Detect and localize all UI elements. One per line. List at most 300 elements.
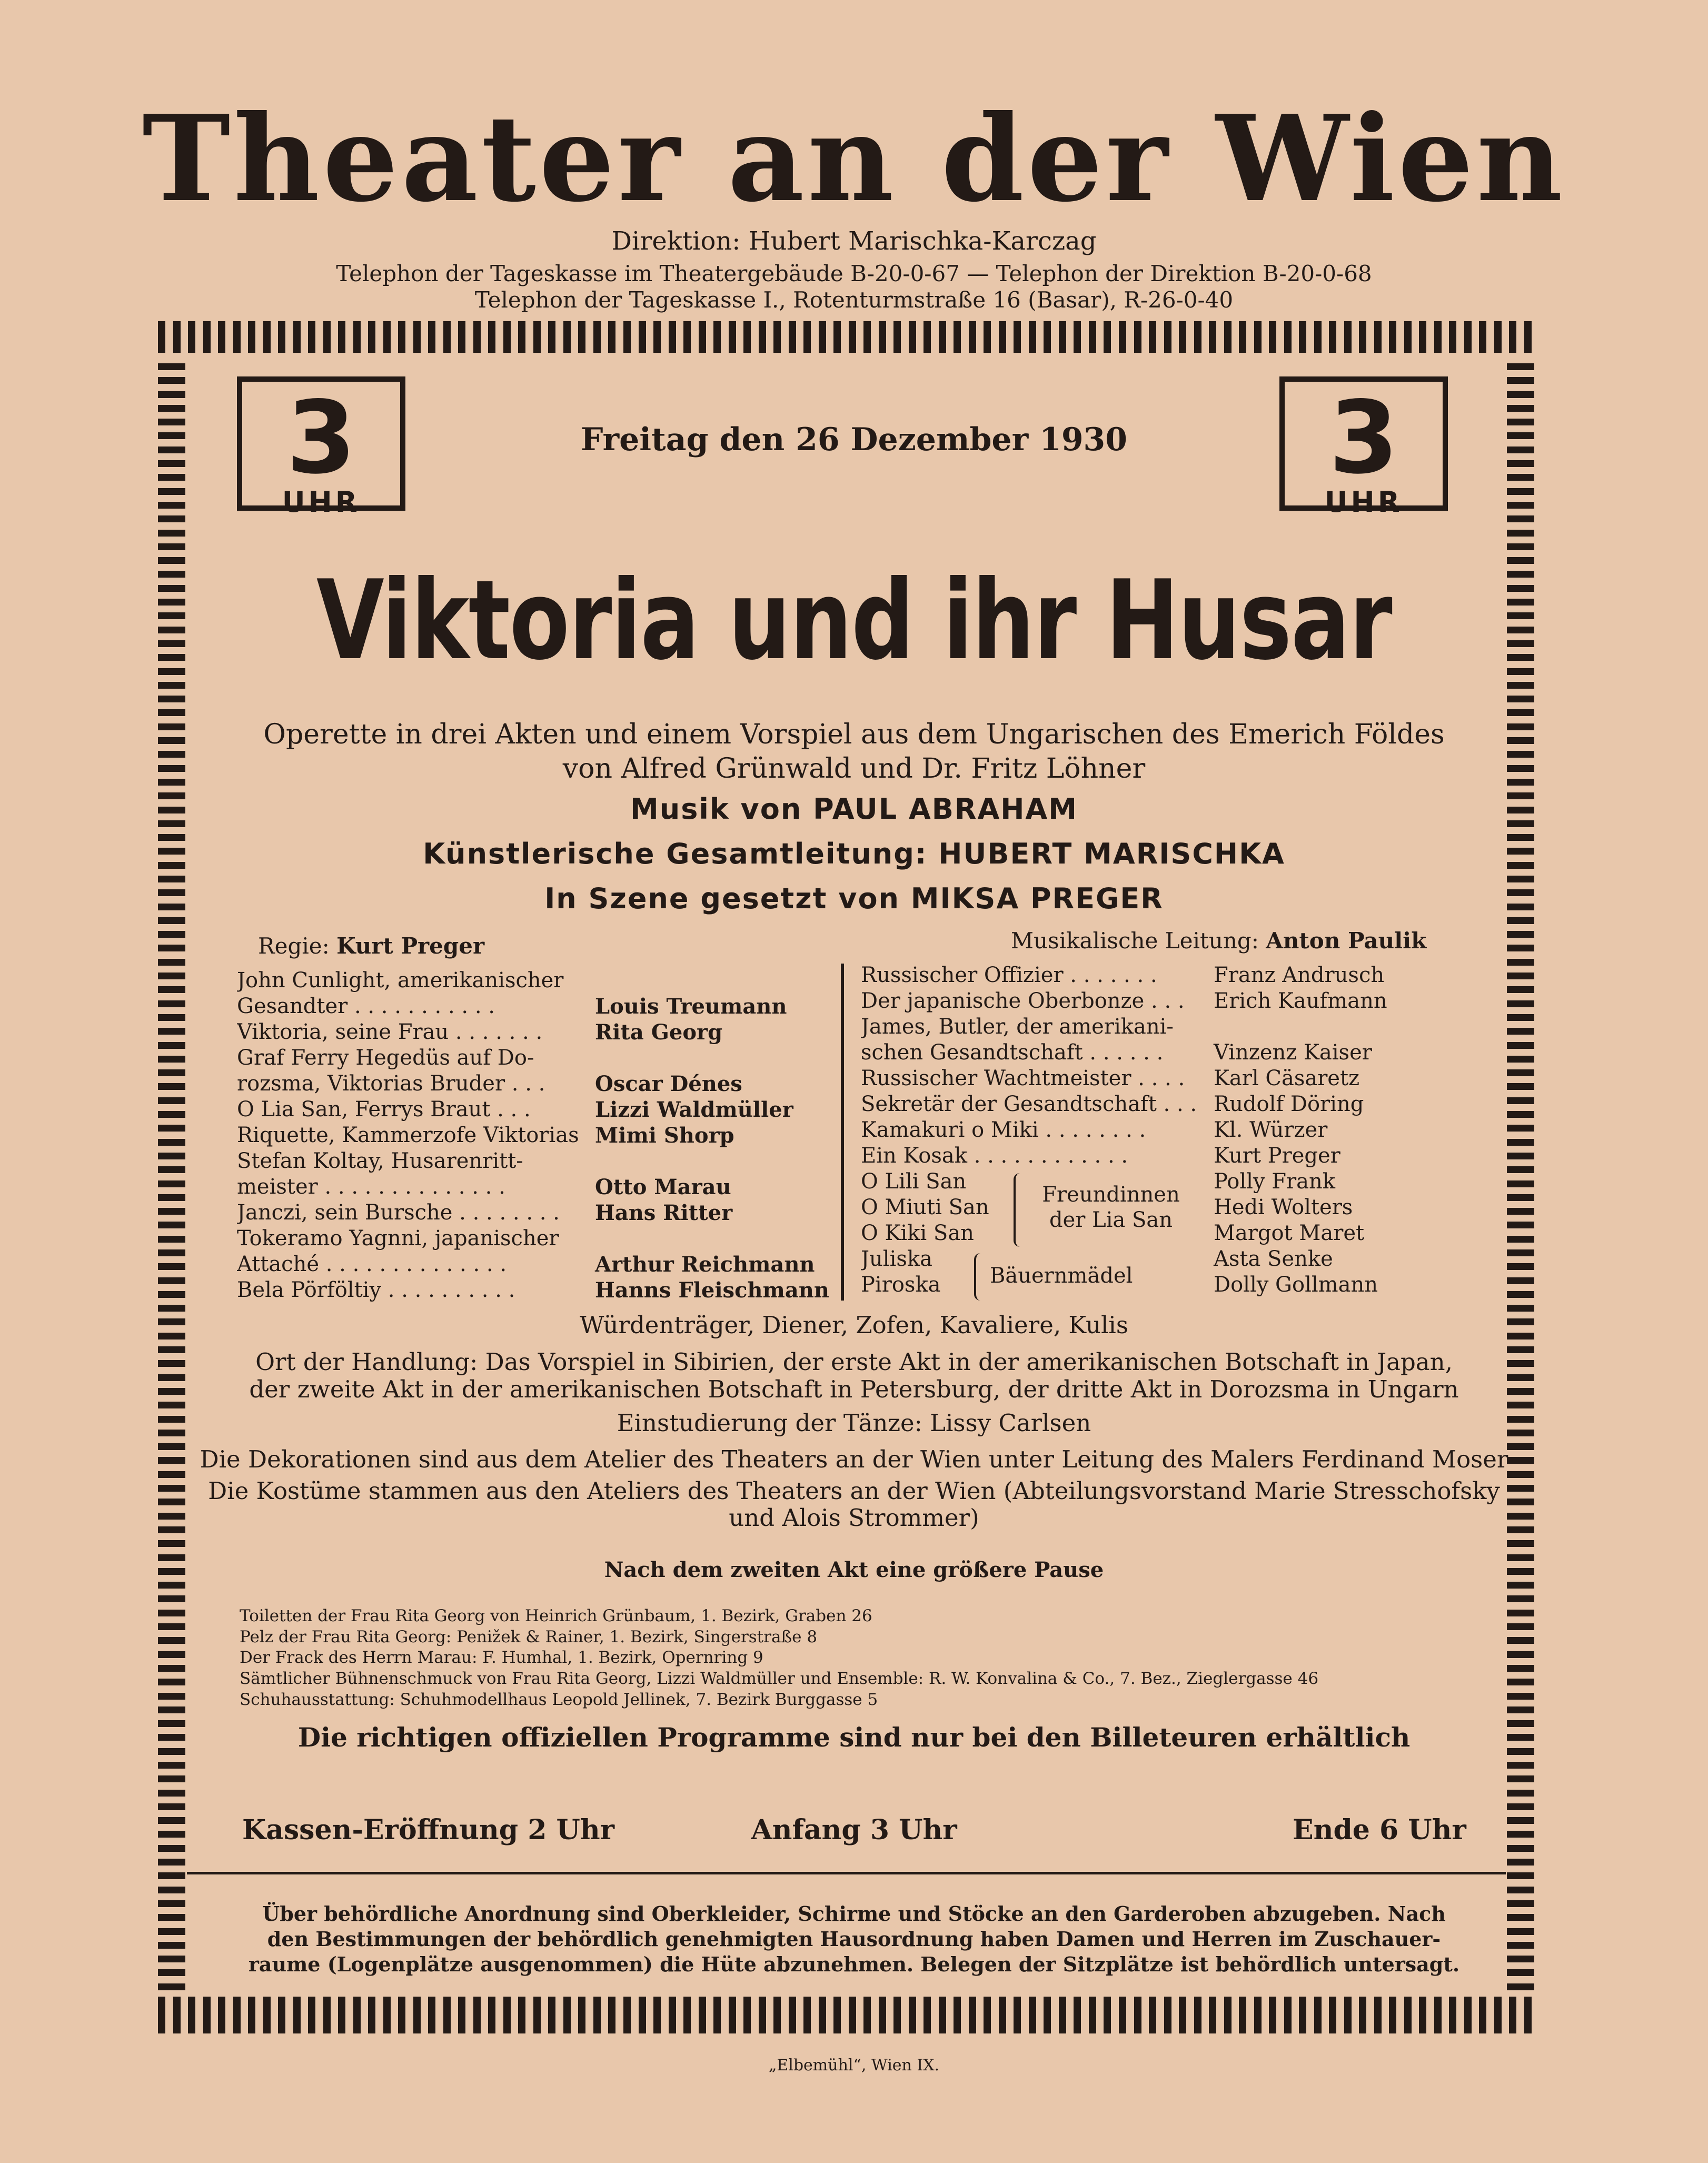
border-bar: [458, 1997, 465, 2033]
cast-actor: Kurt Preger: [1214, 1144, 1340, 1168]
border-bar: [578, 1997, 585, 2033]
border-bar: [1344, 1997, 1352, 2033]
border-bar: [1314, 1997, 1322, 2033]
border-bar: [398, 321, 405, 353]
border-bar: [158, 1056, 185, 1063]
border-bar: [158, 377, 185, 384]
border-bar: [1507, 1983, 1534, 1990]
border-bar: [1089, 321, 1096, 353]
border-bar: [713, 1997, 721, 2033]
border-bar: [1507, 488, 1534, 495]
wardrobe-credit-line: Pelz der Frau Rita Georg: Penižek & Rainer, 1. Bezirk, Singerstraße 8: [240, 1627, 818, 1646]
cast-actor: Kl. Würzer: [1214, 1118, 1328, 1142]
cast-row: [861, 1143, 1424, 1169]
border-bar: [1507, 1139, 1534, 1146]
border-bar: [158, 1028, 185, 1035]
cast-role: meister . . . . . . . . . . . . . .: [237, 1175, 505, 1199]
border-bar: [1524, 1997, 1532, 2033]
border-bar: [158, 1014, 185, 1021]
border-bar: [158, 709, 185, 716]
border-bar: [1507, 391, 1534, 398]
border-bar: [173, 1997, 181, 2033]
border-bar: [863, 1997, 871, 2033]
border-bar: [578, 321, 585, 353]
border-bottom: [158, 1997, 1532, 2033]
border-bar: [1507, 931, 1534, 938]
border-bar: [1224, 321, 1232, 353]
border-bar: [1507, 696, 1534, 702]
border-bar: [1194, 1997, 1201, 2033]
border-bar: [503, 1997, 511, 2033]
border-bar: [428, 1997, 435, 2033]
cast-row: [237, 1097, 827, 1123]
border-bar: [1299, 1997, 1306, 2033]
border-bar: [1074, 1997, 1081, 2033]
border-bar: [789, 321, 796, 353]
border-bar: [1149, 1997, 1156, 2033]
cast-actor: Otto Marau: [595, 1175, 731, 1199]
notice-line-1: Über behördliche Anordnung sind Oberkleider, Schirme und Stöcke an den Garderoben abzugeben. Nach: [262, 1902, 1446, 1926]
cast-role: Stefan Koltay, Husarenritt-: [237, 1149, 523, 1173]
border-bar: [158, 1194, 185, 1201]
wardrobe-credit-line: Sämtlicher Bühnenschmuck von Frau Rita Georg, Lizzi Waldmüller und Ensemble: R. W. Konvalina & Co., 7. Bez., Zieglergasse 46: [240, 1669, 1319, 1689]
border-bar: [879, 1997, 886, 2033]
cast-role: Russischer Wachtmeister . . . .: [861, 1066, 1185, 1090]
music-credit: Musik von PAUL ABRAHAM: [630, 792, 1078, 826]
cast-role: Piroska: [861, 1273, 941, 1297]
cast-role: Gesandter . . . . . . . . . . .: [237, 994, 495, 1018]
border-bar: [1507, 1790, 1534, 1797]
cast-actor: Lizzi Waldmüller: [595, 1097, 793, 1122]
border-bar: [1507, 1014, 1534, 1021]
border-bar: [1507, 1000, 1534, 1007]
border-bar: [488, 321, 495, 353]
border-bar: [158, 1208, 185, 1215]
border-bar: [954, 321, 961, 353]
border-bar: [773, 321, 781, 353]
cast-role: Janczi, sein Bursche . . . . . . . .: [237, 1200, 560, 1225]
border-bar: [1329, 1997, 1336, 2033]
end-time: Ende 6 Uhr: [1293, 1814, 1466, 1846]
music-lead-line: [1011, 928, 1426, 954]
border-bar: [308, 321, 315, 353]
border-bar: [819, 321, 826, 353]
border-bar: [1507, 1208, 1534, 1215]
border-bar: [353, 321, 361, 353]
cast-row: [861, 1040, 1424, 1066]
border-bar: [158, 488, 185, 495]
cast-actor: [1214, 1014, 1424, 1040]
border-bar: [278, 1997, 285, 2033]
cast-list-left: [237, 968, 827, 1303]
border-bar: [158, 1859, 185, 1866]
border-bar: [203, 1997, 211, 2033]
border-bar: [1404, 1997, 1412, 2033]
border-bar: [969, 1997, 976, 2033]
music-lead-name: Anton Paulik: [1266, 928, 1427, 954]
cast-role: James, Butler, der amerikani-: [861, 1015, 1174, 1039]
cast-row: [861, 1092, 1424, 1117]
border-bar: [473, 1997, 481, 2033]
border-bar: [1014, 1997, 1021, 2033]
border-bar: [984, 321, 991, 353]
border-bar: [1507, 1637, 1534, 1644]
cast-row: [861, 1272, 1424, 1298]
cast-row: [237, 1252, 827, 1277]
telephone-line-1: Telephon der Tageskasse im Theatergebäude B-20-0-67 — Telephon der Direktion B-20-0-68: [336, 261, 1372, 286]
border-bar: [893, 1997, 901, 2033]
border-bar: [593, 1997, 601, 2033]
printer-imprint: „Elbemühl“, Wien IX.: [768, 2056, 940, 2075]
border-bar: [819, 1997, 826, 2033]
border-bar: [669, 1997, 676, 2033]
border-bar: [368, 1997, 375, 2033]
border-bar: [1507, 1872, 1534, 1879]
border-bar: [428, 321, 435, 353]
border-bar: [158, 1595, 185, 1602]
border-bar: [1494, 321, 1502, 353]
border-bar: [1269, 321, 1276, 353]
cast-list-right: [861, 963, 1424, 1298]
cast-actor: Polly Frank: [1214, 1169, 1335, 1194]
cast-actor: [595, 1045, 827, 1071]
border-bar: [1507, 1291, 1534, 1298]
border-bar: [1507, 1887, 1534, 1893]
box-office-time: Kassen-Eröffnung 2 Uhr: [242, 1814, 615, 1846]
border-bar: [1507, 986, 1534, 993]
border-bar: [1359, 1997, 1366, 2033]
border-bar: [1179, 1997, 1186, 2033]
border-bar: [1507, 474, 1534, 481]
border-bar: [158, 1623, 185, 1630]
costumes-line-1: Die Kostüme stammen aus den Ateliers des Theaters an der Wien (Abteilungsvorstand Marie Stresschofsky: [208, 1477, 1500, 1505]
dances-line: Einstudierung der Tänze: Lissy Carlsen: [617, 1409, 1091, 1437]
border-bar: [158, 1139, 185, 1146]
border-bar: [1507, 1028, 1534, 1035]
cast-actor: Franz Andrusch: [1214, 963, 1385, 987]
border-bar: [158, 1291, 185, 1298]
bauern-bracket: [974, 1253, 980, 1301]
border-bar: [158, 1983, 185, 1990]
freundinnen-bracket: [1014, 1173, 1020, 1247]
cast-role: schen Gesandtschaft . . . . . .: [861, 1040, 1164, 1065]
border-bar: [323, 1997, 331, 2033]
border-bar: [699, 321, 706, 353]
border-bar: [473, 321, 481, 353]
cast-actor: Rudolf Döring: [1214, 1092, 1364, 1116]
border-bar: [1134, 321, 1141, 353]
border-bar: [1374, 321, 1382, 353]
border-bar: [863, 321, 871, 353]
border-bar: [158, 530, 185, 537]
border-bar: [1014, 321, 1021, 353]
cast-role: Der japanische Oberbonze . . .: [861, 989, 1185, 1013]
border-bar: [218, 1997, 225, 2033]
border-bar: [1507, 959, 1534, 966]
border-bar: [1507, 1097, 1534, 1104]
border-bar: [158, 959, 185, 966]
border-bar: [803, 1997, 811, 2033]
border-bar: [323, 321, 331, 353]
border-bar: [158, 1872, 185, 1879]
border-bar: [1507, 1762, 1534, 1769]
border-bar: [1507, 1623, 1534, 1630]
border-bar: [683, 1997, 691, 2033]
border-bar: [1507, 1111, 1534, 1118]
border-bar: [1464, 321, 1472, 353]
border-bar: [653, 321, 661, 353]
cast-row: [861, 988, 1424, 1014]
border-bar: [1119, 321, 1126, 353]
border-bar: [1374, 1997, 1382, 2033]
border-bar: [1134, 1997, 1141, 2033]
border-bar: [383, 1997, 391, 2033]
border-bar: [158, 1249, 185, 1256]
border-bar: [1074, 321, 1081, 353]
cast-row: [861, 1014, 1424, 1040]
rule-line: [187, 1872, 1506, 1874]
cast-actor: Rita Georg: [595, 1020, 723, 1045]
border-bar: [1507, 1056, 1534, 1063]
border-bar: [713, 321, 721, 353]
border-bar: [1464, 1997, 1472, 2033]
border-bar: [849, 1997, 856, 2033]
border-bar: [1164, 1997, 1171, 2033]
border-bar: [188, 1997, 195, 2033]
border-bar: [158, 1111, 185, 1118]
artistic-direction-credit: Künstlerische Gesamtleitung: HUBERT MARISCHKA: [423, 837, 1285, 870]
border-bar: [1507, 530, 1534, 537]
border-bar: [203, 321, 211, 353]
border-bar: [158, 1762, 185, 1769]
cast-role: O Lia San, Ferrys Braut . . .: [237, 1097, 531, 1122]
border-bar: [1507, 1859, 1534, 1866]
border-bar: [503, 321, 511, 353]
cast-role: Attaché . . . . . . . . . . . . . .: [237, 1252, 507, 1276]
border-bar: [939, 321, 946, 353]
border-bar: [1507, 1153, 1534, 1159]
border-bar: [1524, 321, 1532, 353]
border-bar: [158, 1125, 185, 1132]
border-bar: [548, 321, 555, 353]
border-bar: [623, 321, 631, 353]
border-bar: [488, 1997, 495, 2033]
border-bar: [969, 321, 976, 353]
border-bar: [248, 321, 255, 353]
border-bar: [368, 321, 375, 353]
border-bar: [158, 931, 185, 938]
border-bar: [1284, 1997, 1292, 2033]
cast-actor: [595, 1148, 827, 1174]
border-bar: [158, 1679, 185, 1685]
border-bar: [233, 1997, 241, 2033]
border-bar: [1507, 1803, 1534, 1810]
border-bar: [158, 1775, 185, 1782]
border-bar: [1419, 1997, 1426, 2033]
border-bar: [593, 321, 601, 353]
border-bar: [1507, 543, 1534, 550]
cast-row: [237, 1200, 827, 1226]
border-bar: [563, 321, 571, 353]
border-bar: [413, 1997, 421, 2033]
border-bar: [233, 321, 241, 353]
border-bar: [623, 1997, 631, 2033]
ort-line-2: der zweite Akt in der amerikanischen Botschaft in Petersburg, der dritte Akt in Dorozsma in Ungarn: [249, 1375, 1459, 1403]
border-bar: [158, 682, 185, 689]
border-bar: [308, 1997, 315, 2033]
border-bar: [263, 321, 271, 353]
cast-actor: Hedi Wolters: [1214, 1195, 1353, 1219]
border-bar: [158, 1610, 185, 1616]
border-bar: [1059, 1997, 1066, 2033]
border-bar: [923, 321, 931, 353]
border-bar: [158, 1069, 185, 1076]
border-bar: [1507, 1180, 1534, 1187]
ort-line-1: Ort der Handlung: Das Vorspiel in Sibirien, der erste Akt in der amerikanischen Botschaft in Japan,: [255, 1348, 1453, 1376]
border-bar: [293, 321, 301, 353]
border-bar: [879, 321, 886, 353]
border-bar: [608, 1997, 615, 2033]
cast-role: rozsma, Viktorias Bruder . . .: [237, 1071, 545, 1096]
border-bar: [939, 1997, 946, 2033]
border-bar: [248, 1997, 255, 2033]
border-bar: [158, 1097, 185, 1104]
border-bar: [158, 973, 185, 979]
subtitle-line-2: von Alfred Grünwald und Dr. Fritz Löhner: [562, 753, 1146, 785]
start-time: Anfang 3 Uhr: [751, 1814, 957, 1846]
border-bar: [518, 321, 525, 353]
cast-row: [237, 1226, 827, 1252]
border-bar: [158, 321, 165, 353]
border-bar: [158, 1263, 185, 1270]
border-bar: [158, 1153, 185, 1159]
border-bar: [669, 321, 676, 353]
border-bar: [158, 1180, 185, 1187]
time-box-label: UHR: [282, 485, 361, 519]
border-bar: [218, 321, 225, 353]
cast-row: [861, 1117, 1424, 1143]
border-bar: [173, 321, 181, 353]
cast-role: John Cunlight, amerikanischer: [237, 968, 564, 993]
border-bar: [1359, 321, 1366, 353]
border-bar: [1269, 1997, 1276, 2033]
border-bar: [1507, 1277, 1534, 1284]
border-bar: [158, 557, 185, 564]
border-bar: [533, 321, 541, 353]
border-bar: [1509, 321, 1516, 353]
border-bar: [158, 917, 185, 924]
border-bar: [1507, 1042, 1534, 1049]
border-bar: [1449, 1997, 1456, 2033]
extras-line: Würdenträger, Diener, Zofen, Kavaliere, Kulis: [580, 1311, 1128, 1339]
border-bar: [158, 1637, 185, 1644]
wardrobe-credit-line: Toiletten der Frau Rita Georg von Heinrich Grünbaum, 1. Bezirk, Graben 26: [240, 1606, 872, 1625]
performance-date: Freitag den 26 Dezember 1930: [580, 421, 1128, 458]
border-bar: [1507, 502, 1534, 509]
border-bar: [999, 1997, 1006, 2033]
notice-line-2: den Bestimmungen der behördlich genehmigten Hausordnung haben Damen und Herren im Zuschauer-: [267, 1927, 1441, 1951]
pause-line: Nach dem zweiten Akt eine größere Pause: [604, 1557, 1104, 1582]
freundinnen-label: Freundinnen der Lia San: [1042, 1183, 1180, 1232]
border-bar: [909, 1997, 916, 2033]
border-bar: [158, 1803, 185, 1810]
cast-row: [861, 963, 1424, 988]
border-bar: [1419, 321, 1426, 353]
border-bar: [1344, 321, 1352, 353]
cast-role: Bela Pörföltiy . . . . . . . . . .: [237, 1278, 515, 1302]
music-lead-label: Musikalische Leitung:: [1011, 928, 1259, 954]
border-bar: [1507, 515, 1534, 522]
border-bar: [1314, 321, 1322, 353]
border-bar: [1119, 1997, 1126, 2033]
border-bar: [158, 1042, 185, 1049]
wardrobe-credits: [240, 1606, 1477, 1710]
border-bar: [1044, 321, 1051, 353]
border-bar: [923, 1997, 931, 2033]
cast-role: Graf Ferry Hegedüs auf Do-: [237, 1046, 534, 1070]
border-bar: [158, 1693, 185, 1700]
cast-role: Kamakuri o Miki . . . . . . . .: [861, 1118, 1146, 1142]
subtitle-line-1: Operette in drei Akten und einem Vorspiel aus dem Ungarischen des Emerich Földes: [263, 719, 1445, 750]
cast-role: Juliska: [861, 1247, 932, 1271]
border-bar: [833, 321, 841, 353]
telephone-line-2: Telephon der Tageskasse I., Rotenturmstraße 16 (Basar), R-26-0-40: [474, 287, 1234, 313]
border-bar: [1507, 460, 1534, 467]
border-bar: [1507, 1540, 1534, 1547]
cast-row: [861, 1246, 1424, 1272]
border-bar: [849, 321, 856, 353]
border-bar: [1449, 321, 1456, 353]
cast-row: [237, 1277, 827, 1303]
border-bar: [353, 1997, 361, 2033]
wardrobe-credit-line: Schuhausstattung: Schuhmodellhaus Leopold Jellinek, 7. Bezirk Burggasse 5: [240, 1690, 878, 1709]
border-bar: [158, 1706, 185, 1713]
border-bar: [1507, 1610, 1534, 1616]
border-bar: [413, 321, 421, 353]
border-bar: [1059, 321, 1066, 353]
border-bar: [608, 321, 615, 353]
border-bar: [1209, 321, 1216, 353]
border-bar: [789, 1997, 796, 2033]
cast-actor: [595, 968, 827, 994]
border-bar: [683, 321, 691, 353]
border-bar: [158, 986, 185, 993]
wardrobe-credit-line: Der Frack des Herrn Marau: F. Humhal, 1. Bezirk, Opernring 9: [240, 1648, 763, 1668]
border-bar: [158, 1166, 185, 1173]
cast-actor: [595, 1226, 827, 1252]
border-bar: [1507, 1775, 1534, 1782]
border-bar: [1029, 321, 1036, 353]
border-bar: [1239, 1997, 1246, 2033]
border-bar: [639, 321, 646, 353]
cast-actor: Hans Ritter: [595, 1200, 733, 1225]
cast-row: [237, 1123, 827, 1148]
border-bar: [1507, 1706, 1534, 1713]
border-bar: [1434, 321, 1442, 353]
border-bar: [518, 1997, 525, 2033]
border-bar: [1239, 321, 1246, 353]
border-bar: [1507, 377, 1534, 384]
border-bar: [1149, 321, 1156, 353]
border-bar: [1507, 1679, 1534, 1685]
border-bar: [1284, 321, 1292, 353]
border-bar: [743, 321, 751, 353]
border-bar: [158, 543, 185, 550]
border-bar: [1507, 1651, 1534, 1658]
border-bar: [1389, 1997, 1396, 2033]
border-bar: [1224, 1997, 1232, 2033]
cast-actor: Karl Cäsaretz: [1214, 1066, 1360, 1090]
